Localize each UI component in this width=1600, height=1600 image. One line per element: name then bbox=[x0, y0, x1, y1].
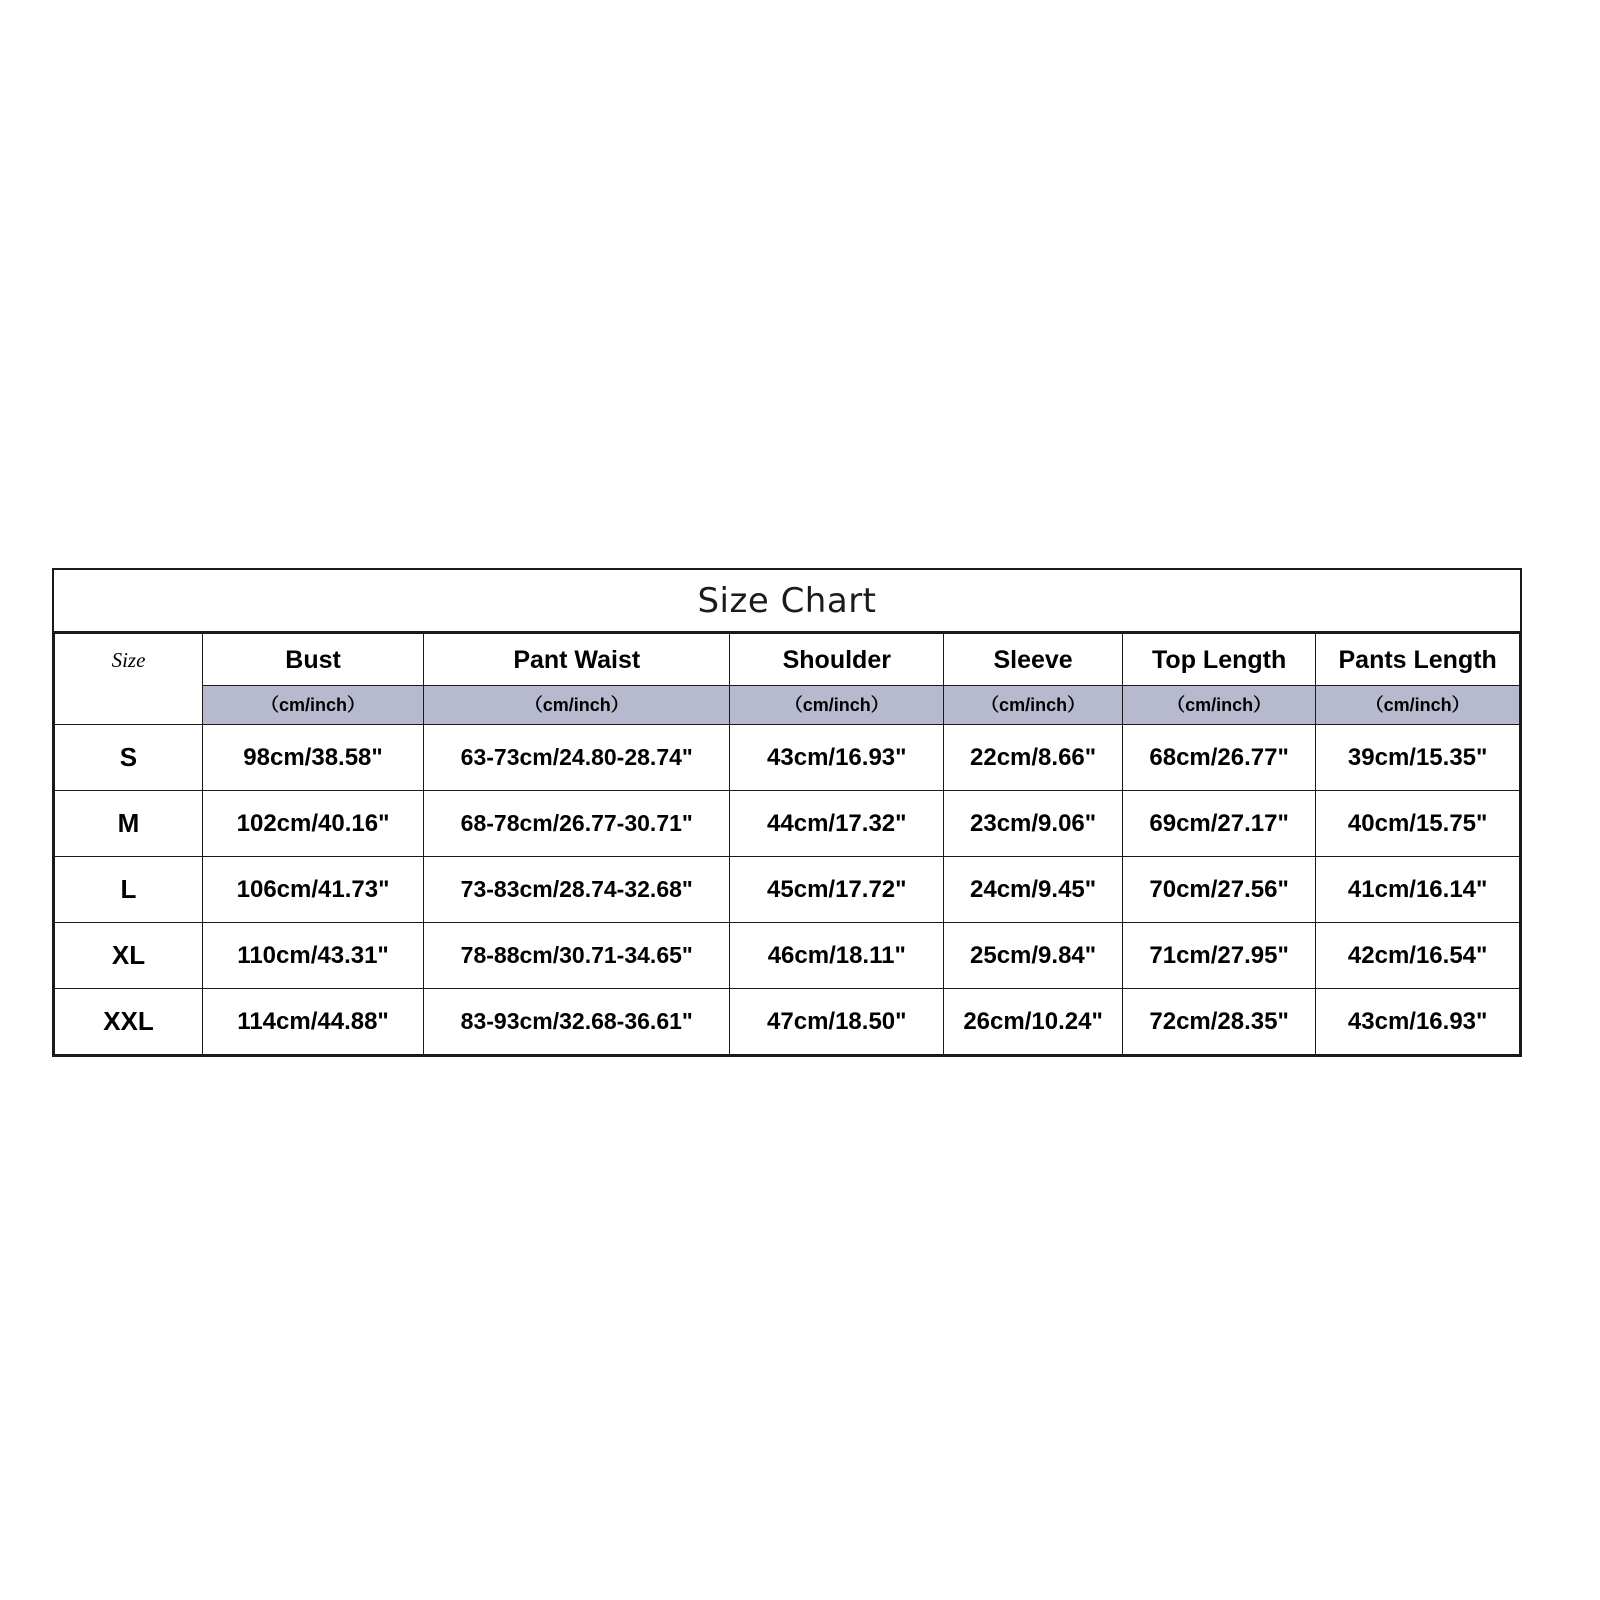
cell-pants-length: 41cm/16.14" bbox=[1316, 857, 1520, 923]
table-header-row bbox=[55, 634, 1520, 686]
cell-pant-waist: 78-88cm/30.71-34.65" bbox=[424, 923, 730, 989]
cell-shoulder: 44cm/17.32" bbox=[730, 791, 944, 857]
cell-bust: 114cm/44.88" bbox=[202, 989, 423, 1055]
cell-pant-waist: 83-93cm/32.68-36.61" bbox=[424, 989, 730, 1055]
unit-top-length: （cm/inch） bbox=[1122, 686, 1315, 725]
cell-bust: 106cm/41.73" bbox=[202, 857, 423, 923]
cell-shoulder: 46cm/18.11" bbox=[730, 923, 944, 989]
size-chart-table bbox=[54, 633, 1520, 1055]
size-chart-container bbox=[52, 568, 1522, 1057]
page-title: Size Chart bbox=[54, 570, 1520, 633]
unit-shoulder: （cm/inch） bbox=[730, 686, 944, 725]
column-header-top-length: Top Length bbox=[1122, 634, 1315, 686]
cell-pants-length: 40cm/15.75" bbox=[1316, 791, 1520, 857]
cell-top-length: 71cm/27.95" bbox=[1122, 923, 1315, 989]
table-unit-row bbox=[55, 686, 1520, 725]
column-header-size: Size bbox=[55, 634, 203, 686]
cell-sleeve: 23cm/9.06" bbox=[944, 791, 1123, 857]
cell-sleeve: 24cm/9.45" bbox=[944, 857, 1123, 923]
cell-sleeve: 22cm/8.66" bbox=[944, 725, 1123, 791]
column-header-bust: Bust bbox=[202, 634, 423, 686]
table-row bbox=[55, 791, 1520, 857]
cell-top-length: 69cm/27.17" bbox=[1122, 791, 1315, 857]
column-header-pants-length: Pants Length bbox=[1316, 634, 1520, 686]
cell-bust: 102cm/40.16" bbox=[202, 791, 423, 857]
table-row bbox=[55, 923, 1520, 989]
unit-bust: （cm/inch） bbox=[202, 686, 423, 725]
cell-size: S bbox=[55, 725, 203, 791]
unit-pant-waist: （cm/inch） bbox=[424, 686, 730, 725]
cell-pant-waist: 68-78cm/26.77-30.71" bbox=[424, 791, 730, 857]
column-header-pant-waist: Pant Waist bbox=[424, 634, 730, 686]
cell-size: XXL bbox=[55, 989, 203, 1055]
cell-top-length: 68cm/26.77" bbox=[1122, 725, 1315, 791]
cell-size: XL bbox=[55, 923, 203, 989]
unit-sleeve: （cm/inch） bbox=[944, 686, 1123, 725]
cell-pants-length: 39cm/15.35" bbox=[1316, 725, 1520, 791]
cell-size: L bbox=[55, 857, 203, 923]
cell-size: M bbox=[55, 791, 203, 857]
cell-sleeve: 25cm/9.84" bbox=[944, 923, 1123, 989]
cell-shoulder: 47cm/18.50" bbox=[730, 989, 944, 1055]
column-header-shoulder: Shoulder bbox=[730, 634, 944, 686]
cell-bust: 110cm/43.31" bbox=[202, 923, 423, 989]
unit-size bbox=[55, 686, 203, 725]
cell-top-length: 72cm/28.35" bbox=[1122, 989, 1315, 1055]
cell-shoulder: 43cm/16.93" bbox=[730, 725, 944, 791]
cell-sleeve: 26cm/10.24" bbox=[944, 989, 1123, 1055]
cell-shoulder: 45cm/17.72" bbox=[730, 857, 944, 923]
cell-pants-length: 43cm/16.93" bbox=[1316, 989, 1520, 1055]
table-row bbox=[55, 857, 1520, 923]
cell-pant-waist: 73-83cm/28.74-32.68" bbox=[424, 857, 730, 923]
table-row bbox=[55, 725, 1520, 791]
cell-pant-waist: 63-73cm/24.80-28.74" bbox=[424, 725, 730, 791]
table-row bbox=[55, 989, 1520, 1055]
cell-top-length: 70cm/27.56" bbox=[1122, 857, 1315, 923]
cell-bust: 98cm/38.58" bbox=[202, 725, 423, 791]
cell-pants-length: 42cm/16.54" bbox=[1316, 923, 1520, 989]
column-header-sleeve: Sleeve bbox=[944, 634, 1123, 686]
unit-pants-length: （cm/inch） bbox=[1316, 686, 1520, 725]
